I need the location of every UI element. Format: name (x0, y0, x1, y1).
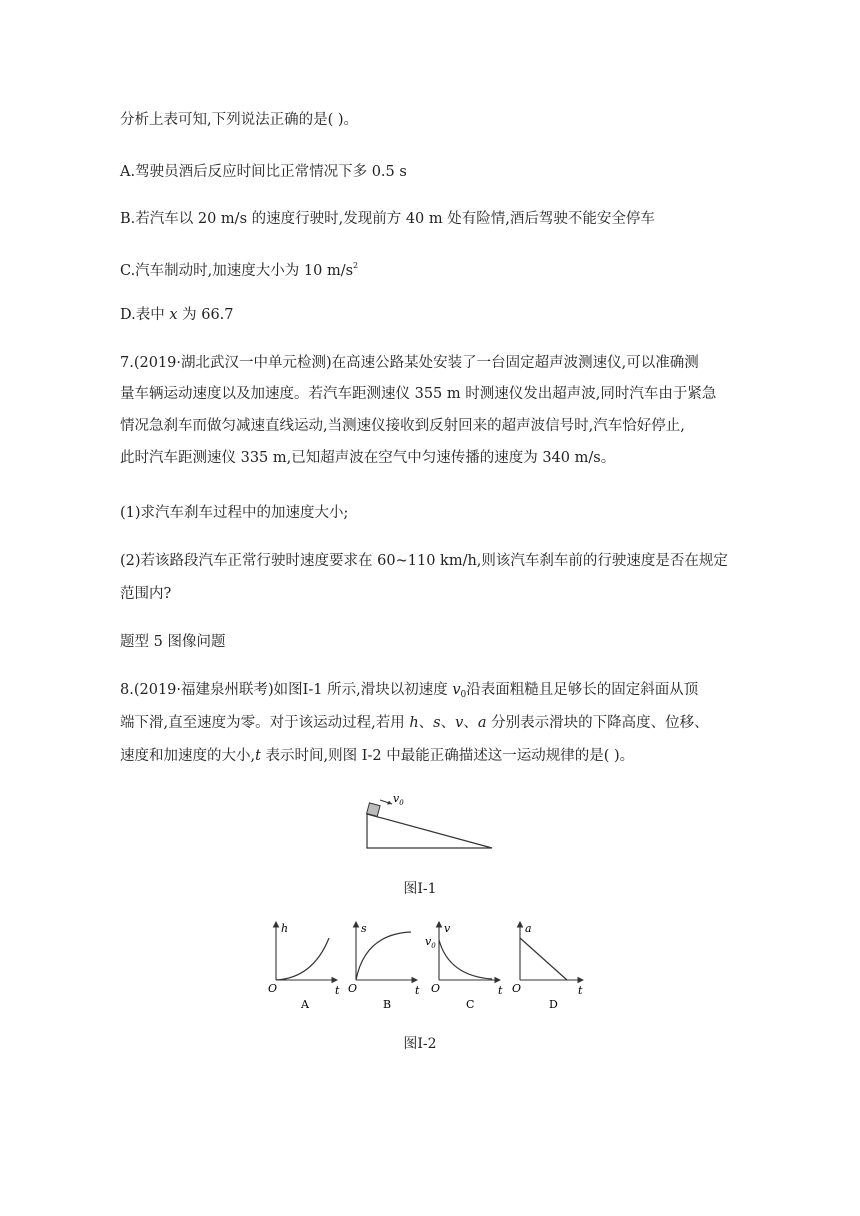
q8-v2-symbol: v (455, 715, 464, 731)
q8-t-symbol: t (255, 748, 261, 764)
q8-line-2 (120, 713, 709, 733)
graph-b-t-label: t (415, 984, 420, 997)
graph-c-origin: O (431, 982, 441, 995)
graph-c-v0-label: $v_0$ (425, 935, 436, 950)
incline-triangle (367, 814, 492, 848)
q8-line-3 (120, 746, 634, 766)
option-d-suffix: 为 66.7 (177, 307, 234, 323)
option-d (120, 305, 234, 325)
graphs-figure (265, 918, 595, 1010)
q8-line-1-a: 8.(2019·福建泉州联考)如图Ⅰ-1 所示,滑块以初速度 (120, 682, 453, 698)
question-intro: 分析上表可知,下列说法正确的是( )。 (120, 112, 359, 128)
q8-v-subscript: 0 (460, 690, 467, 700)
option-a: A.驾驶员酒后反应时间比正常情况下多 0.5 s (120, 164, 407, 180)
q7-subquestion-1: (1)求汽车刹车过程中的加速度大小; (120, 505, 349, 521)
graph-a (268, 922, 340, 1010)
graph-b-curve (356, 932, 411, 980)
option-d-prefix: D.表中 (120, 307, 170, 323)
graph-d-line (520, 938, 567, 980)
q8-line-2-a: 端下滑,直至速度为零。对于该运动过程,若用 (120, 715, 410, 731)
graph-c-t-label: t (498, 984, 503, 997)
graph-d (512, 922, 583, 1010)
q8-h-symbol: h (409, 715, 419, 731)
q8-line-3-b: 表示时间,则图 Ⅰ-2 中最能正确描述这一运动规律的是( )。 (260, 748, 635, 764)
q8-sep-3: 、 (463, 715, 478, 731)
q7-subquestion-2-line-2: 范围内? (120, 586, 172, 602)
q7-line-4: 此时汽车距测速仪 335 m,已知超声波在空气中匀速传播的速度为 340 m/s。 (120, 450, 616, 466)
q8-s-symbol: s (433, 715, 441, 731)
q8-sep-2: 、 (440, 715, 456, 731)
q7-subquestion-2-line-1: (2)若该路段汽车正常行驶时速度要求在 60~110 km/h,则该汽车刹车前的行驶速度是否在规定 (120, 553, 728, 569)
graph-b (348, 922, 420, 1010)
graph-d-t-label: t (578, 984, 583, 997)
section-heading: 题型 5 图像问题 (120, 634, 226, 650)
graph-c-ylabel: v (444, 922, 451, 935)
graph-c (425, 922, 503, 1010)
option-b: B.若汽车以 20 m/s 的速度行驶时,发现前方 40 m 处有险情,酒后驾驶不能安全停车 (120, 211, 655, 227)
graph-a-curve (276, 938, 329, 980)
option-c-text: C.汽车制动时,加速度大小为 10 m/s (120, 263, 354, 279)
q7-line-3: 情况急刹车而做匀减速直线运动,当测速仪接收到反射回来的超声波信号时,汽车恰好停止, (120, 418, 685, 434)
q8-sep-1: 、 (418, 715, 434, 731)
graph-c-curve (439, 940, 492, 979)
velocity-label: $v_0$ (393, 792, 404, 807)
graph-d-ylabel: a (525, 922, 532, 935)
q8-a-symbol: a (477, 715, 487, 731)
q8-line-3-a: 速度和加速度的大小, (120, 748, 256, 764)
graph-a-origin: O (268, 982, 278, 995)
q7-line-1: 7.(2019·湖北武汉一中单元检测)在高速公路某处安装了一台固定超声波测速仪,可以准确测 (120, 355, 699, 371)
graph-a-ylabel: h (281, 922, 289, 935)
graph-d-letter: D (549, 998, 558, 1010)
figure-2-caption: 图Ⅰ-2 (403, 1036, 437, 1052)
graph-a-t-label: t (335, 984, 340, 997)
q8-line-1-b: 沿表面粗糙且足够长的固定斜面从顶 (466, 682, 699, 698)
q8-line-2-b: 分别表示滑块的下降高度、位移、 (486, 715, 709, 731)
option-c (120, 256, 358, 281)
q8-v-symbol: v (452, 682, 461, 698)
graph-b-ylabel: s (361, 922, 367, 935)
graph-d-origin: O (512, 982, 522, 995)
option-d-variable: x (169, 307, 178, 323)
graph-b-letter: B (383, 998, 392, 1010)
q8-line-1 (120, 680, 698, 705)
graph-a-letter: A (301, 998, 309, 1010)
option-c-exponent: 2 (353, 261, 359, 270)
figure-1-caption: 图Ⅰ-1 (403, 881, 437, 897)
graph-c-letter: C (466, 998, 475, 1010)
sliding-block (367, 803, 380, 816)
incline-figure (360, 792, 500, 854)
graph-b-origin: O (348, 982, 358, 995)
q7-line-2: 量车辆运动速度以及加速度。若汽车距测速仪 355 m 时测速仪发出超声波,同时汽车由于紧急 (120, 386, 717, 402)
